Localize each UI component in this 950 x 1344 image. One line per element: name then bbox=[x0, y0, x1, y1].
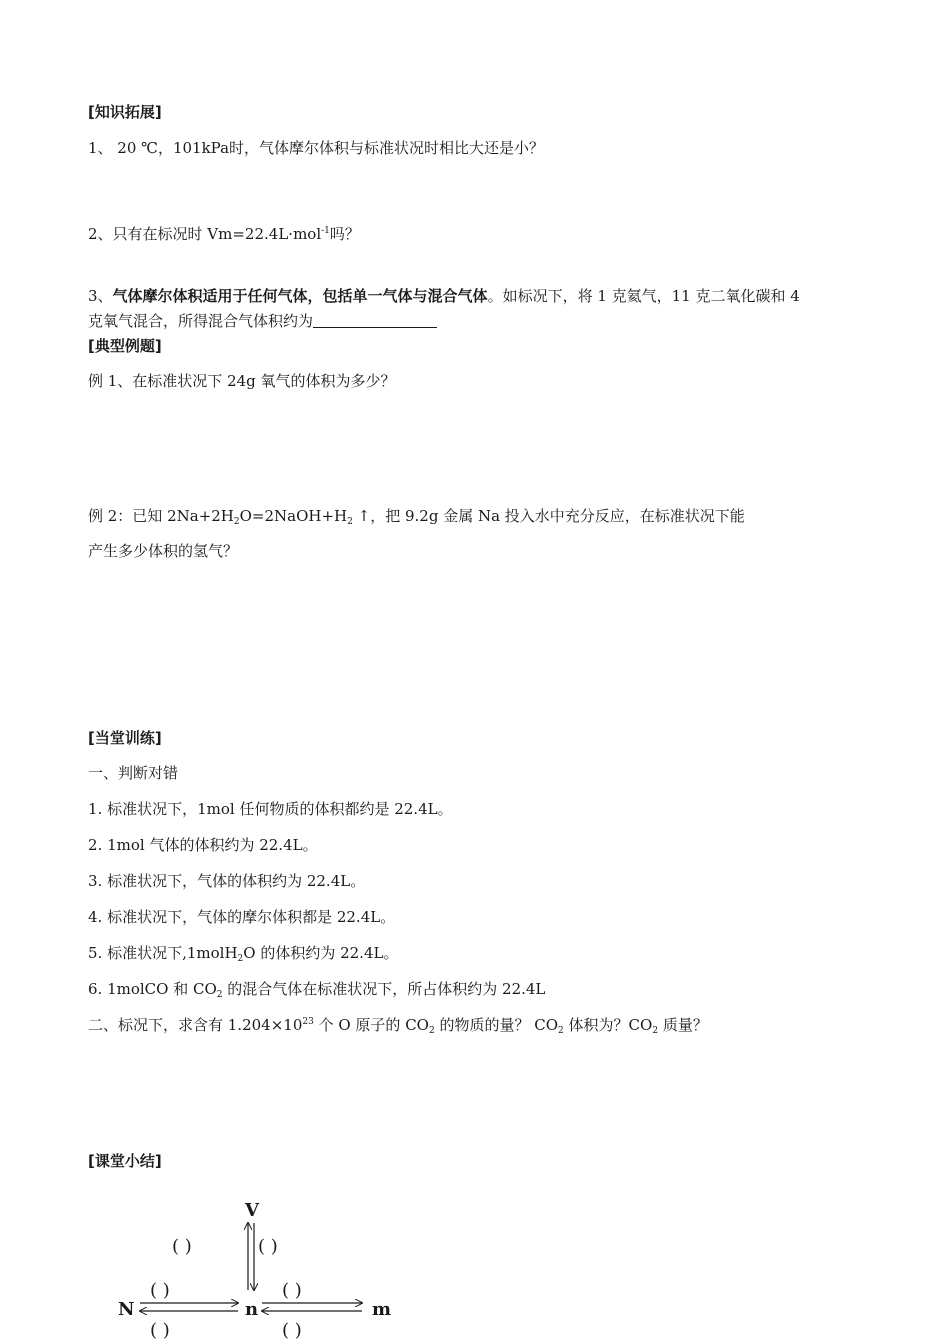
part2-text-e: 质量？ bbox=[658, 1016, 708, 1034]
part2-superscript: 23 bbox=[302, 1017, 314, 1027]
judge-item-1: 1. 标准状况下，1mol 任何物质的体积都约是 22.4L。 bbox=[88, 800, 453, 818]
label-m: m bbox=[372, 1299, 392, 1320]
part2-subscript-1: 2 bbox=[428, 1026, 435, 1036]
part2-subscript-2: 2 bbox=[558, 1026, 564, 1036]
answer-blank bbox=[313, 311, 437, 328]
ex2-text-a: 例 2：已知 2Na+2H bbox=[88, 507, 234, 525]
part2-text-c: 的物质的量？ CO bbox=[434, 1016, 559, 1034]
blank-paren-N-n-bottom: ( ) bbox=[150, 1320, 170, 1341]
question-3 bbox=[88, 286, 800, 306]
item6-text-b: 的混合气体在标准状况下，所占体积约为 22.4L bbox=[222, 980, 546, 998]
judge-item-3: 3. 标准状况下，气体的体积约为 22.4L。 bbox=[88, 872, 366, 890]
judge-item-2: 2. 1mol 气体的体积约为 22.4L。 bbox=[88, 836, 318, 854]
item5-text-b: O 的体积约为 22.4L。 bbox=[243, 944, 399, 962]
blank-paren-N-n-top: ( ) bbox=[150, 1280, 170, 1301]
judge-item-6 bbox=[88, 979, 545, 999]
judge-item-5 bbox=[88, 943, 398, 963]
blank-paren-n-m-bottom: ( ) bbox=[282, 1320, 302, 1341]
ex2-text-c: ↑，把 9.2g 金属 Na 投入水中充分反应，在标准状况下能 bbox=[352, 507, 745, 525]
q3-bold-text: 气体摩尔体积适用于任何气体，包括单一气体与混合气体 bbox=[112, 287, 488, 305]
question-2 bbox=[88, 224, 360, 244]
part2-text-b: 个 O 原子的 CO bbox=[313, 1016, 429, 1034]
summary-relation-diagram bbox=[0, 1190, 950, 1344]
q2-superscript: -1 bbox=[321, 226, 330, 236]
ex2-subscript-1: 2 bbox=[233, 517, 240, 527]
item6-subscript: 2 bbox=[216, 990, 223, 1000]
part-1-title: 一、判断对错 bbox=[88, 764, 179, 782]
q2-text-end: 吗？ bbox=[329, 225, 360, 243]
example-2-line2: 产生多少体积的氢气？ bbox=[88, 542, 239, 560]
item5-subscript: 2 bbox=[237, 954, 244, 964]
part2-text-a: 二、标况下，求含有 1.204×10 bbox=[88, 1016, 303, 1034]
q3-line2-text: 克氧气混合，所得混合气体积约为 bbox=[88, 312, 314, 330]
part2-text-d: 体积为？CO bbox=[563, 1016, 653, 1034]
q3-text: 。如标况下，将 1 克氦气，11 克二氧化碳和 4 bbox=[487, 287, 800, 305]
blank-paren-right-vertical: ( ) bbox=[258, 1236, 278, 1257]
q2-text: 2、只有在标况时 Vm=22.4L·mol bbox=[88, 225, 322, 243]
heading-class-practice: [当堂训练] bbox=[88, 729, 162, 747]
label-N: N bbox=[118, 1299, 135, 1320]
part-2-question bbox=[88, 1015, 708, 1035]
question-1: 1、 20 ℃，101kPa时，气体摩尔体积与标准状况时相比大还是小？ bbox=[88, 139, 545, 157]
blank-paren-left-vertical: ( ) bbox=[172, 1236, 192, 1257]
label-n: n bbox=[245, 1299, 259, 1320]
part2-subscript-3: 2 bbox=[652, 1026, 659, 1036]
ex2-subscript-2: 2 bbox=[347, 517, 353, 527]
item6-text-a: 6. 1molCO 和 CO bbox=[88, 980, 217, 998]
question-3-line2 bbox=[88, 311, 437, 331]
heading-typical-examples: [典型例题] bbox=[88, 337, 162, 355]
heading-knowledge-extension: [知识拓展] bbox=[88, 103, 162, 121]
blank-paren-n-m-top: ( ) bbox=[282, 1280, 302, 1301]
ex2-text-b: O=2NaOH+H bbox=[239, 507, 348, 525]
judge-item-4: 4. 标准状况下，气体的摩尔体积都是 22.4L。 bbox=[88, 908, 396, 926]
example-1: 例 1、在标准状况下 24g 氧气的体积为多少？ bbox=[88, 372, 396, 390]
example-2 bbox=[88, 506, 745, 526]
item5-text-a: 5. 标准状况下,1molH bbox=[88, 944, 238, 962]
q3-number: 3、 bbox=[88, 287, 113, 305]
heading-class-summary: [课堂小结] bbox=[88, 1152, 162, 1170]
label-V: V bbox=[245, 1200, 259, 1221]
